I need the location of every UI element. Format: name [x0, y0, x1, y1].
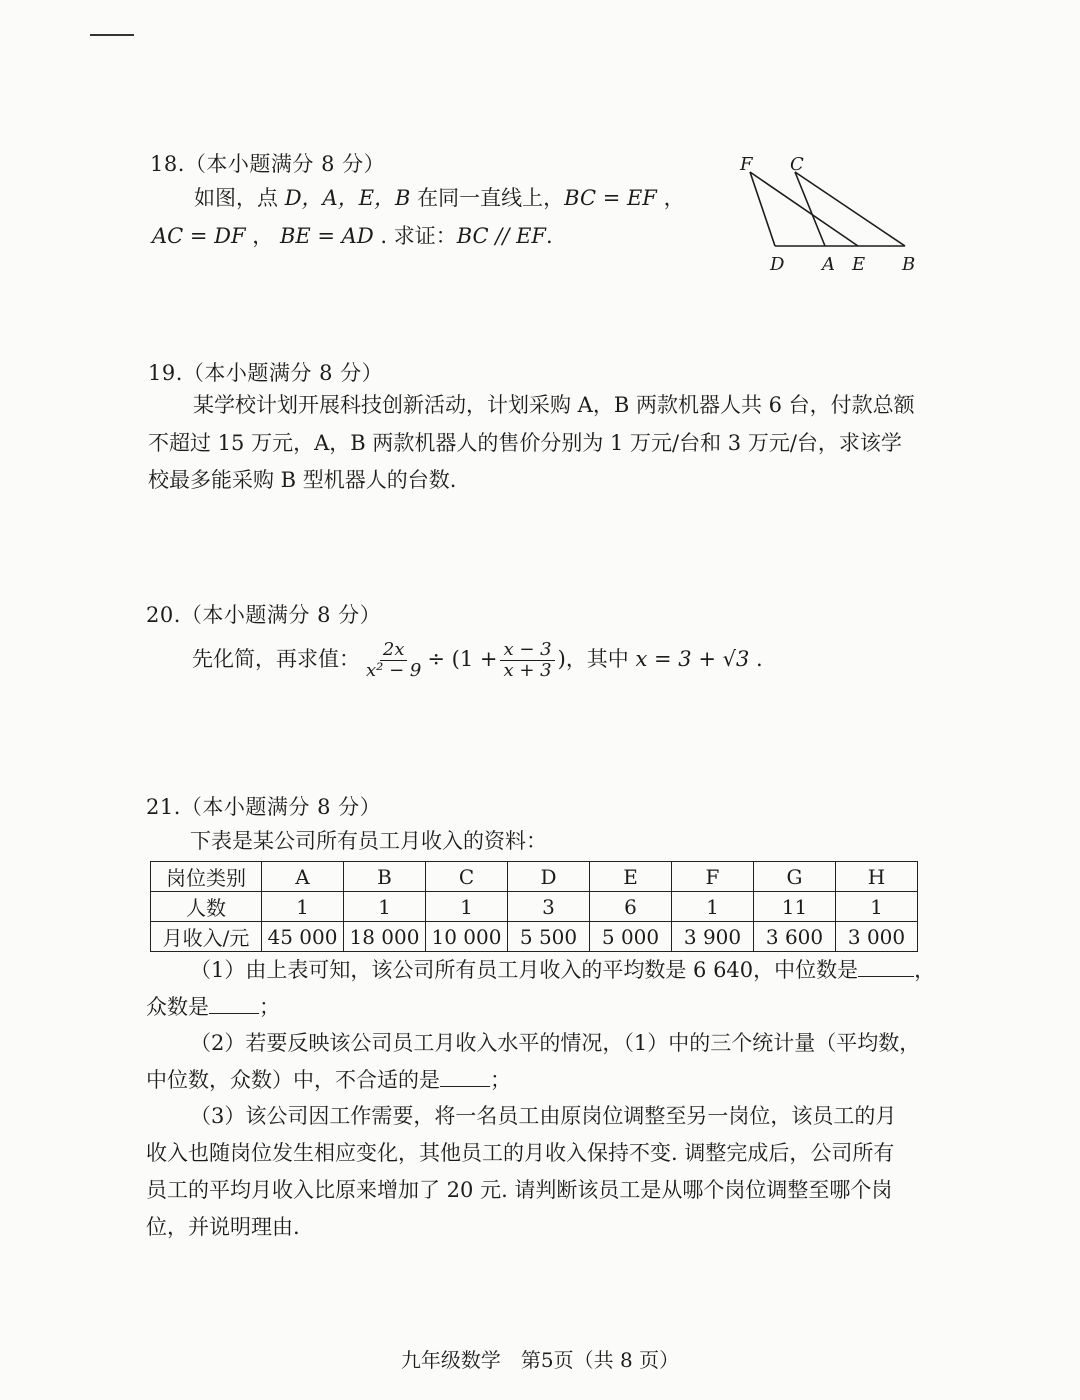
q20-operator: ÷ (1 +	[427, 647, 498, 671]
table-cell: C	[426, 862, 508, 892]
table-cell: 5 000	[590, 922, 672, 952]
row-header: 人数	[151, 892, 262, 922]
point-label-c: C	[790, 154, 804, 175]
q20-close-paren: )	[557, 647, 566, 671]
segment-ca	[795, 172, 825, 246]
q18-geometry-figure	[730, 150, 950, 280]
q18-equation: BC // EF	[456, 224, 546, 248]
table-cell: 10 000	[426, 922, 508, 952]
table-cell: 1	[262, 892, 344, 922]
q21-intro: 下表是某公司所有员工月收入的资料：	[190, 829, 547, 853]
q21-heading: 21.（本小题满分 8 分）	[146, 795, 382, 819]
q21-part1-line2	[146, 988, 280, 1026]
segment-fe	[750, 172, 858, 246]
table-cell: 3	[508, 892, 590, 922]
q21-part1-line1	[190, 951, 935, 989]
q21-part3-line1: （3）该公司因工作需要，将一名员工由原岗位调整至另一岗位，该员工的月	[190, 1104, 897, 1128]
table-cell: 1	[344, 892, 426, 922]
header-rule	[90, 34, 134, 36]
point-label-d: D	[770, 254, 785, 275]
q18-line1	[194, 179, 685, 217]
page-footer: 九年级数学 第5页（共 8 页）	[400, 1348, 680, 1372]
point-label-a: A	[822, 254, 835, 275]
income-table	[150, 861, 918, 952]
q18-text: .	[546, 224, 553, 248]
q21-part3-line2: 收入也随岗位发生相应变化，其他员工的月收入保持不变. 调整完成后，公司所有	[146, 1141, 895, 1165]
table-cell: 1	[426, 892, 508, 922]
answer-blank-mode[interactable]	[209, 991, 259, 1014]
table-cell: 18 000	[344, 922, 426, 952]
q19-line2: 不超过 15 万元，A，B 两款机器人的售价分别为 1 万元/台和 3 万元/台，求该学	[148, 431, 902, 455]
q21-part1-text: ；	[259, 995, 280, 1019]
q21-part1-text: （1）由上表可知，该公司所有员工月收入的平均数是 6 640，中位数是	[190, 958, 859, 982]
table-cell: F	[672, 862, 754, 892]
q21-part3-line3: 员工的平均月收入比原来增加了 20 元. 请判断该员工是从哪个岗位调整至哪个岗	[146, 1178, 893, 1202]
q20-prefix: 先化简，再求值：	[192, 647, 360, 671]
segment-cb	[795, 172, 905, 246]
table-cell: G	[754, 862, 836, 892]
row-header: 月收入/元	[151, 922, 262, 952]
table-cell: 3 900	[672, 922, 754, 952]
point-label-b: B	[902, 254, 916, 275]
q18-heading: 18.（本小题满分 8 分）	[150, 152, 386, 176]
table-cell: B	[344, 862, 426, 892]
table-cell: H	[836, 862, 918, 892]
q18-text: ，	[245, 224, 280, 248]
table-cell: 6	[590, 892, 672, 922]
table-cell: 3 000	[836, 922, 918, 952]
answer-blank-median[interactable]	[858, 954, 914, 977]
answer-blank-unsuitable[interactable]	[440, 1064, 490, 1087]
q21-part2-line2	[146, 1061, 511, 1099]
q20-condition: x = 3 + √3	[635, 647, 750, 671]
q21-part2-line1: （2）若要反映该公司员工月收入水平的情况，（1）中的三个统计量（平均数，	[190, 1031, 921, 1055]
q18-text: 在同一直线上，	[410, 186, 565, 210]
q18-equation: BC = EF	[564, 186, 657, 210]
table-cell: 11	[754, 892, 836, 922]
table-row	[151, 922, 918, 952]
q19-line3: 校最多能采购 B 型机器人的台数.	[148, 468, 457, 492]
q21-part1-text: ，	[914, 958, 936, 982]
q20-fraction-2	[500, 640, 554, 681]
table-cell: 45 000	[262, 922, 344, 952]
table-cell: 1	[672, 892, 754, 922]
q20-fraction-1-numerator: 2x	[380, 640, 408, 661]
point-label-f: F	[740, 154, 753, 175]
q18-text: ，	[656, 186, 685, 210]
q18-equation: AC = DF	[152, 224, 246, 248]
q21-part1-text: 众数是	[146, 995, 209, 1019]
q20-fraction-1	[363, 640, 424, 681]
q18-line2	[152, 217, 553, 255]
q18-equation: BE = AD	[279, 224, 374, 248]
q18-points: D，A，E，B	[284, 186, 411, 210]
q20-heading: 20.（本小题满分 8 分）	[146, 603, 382, 627]
q20-fraction-2-denominator: x + 3	[503, 660, 552, 681]
q18-text: . 求证：	[373, 224, 457, 248]
table-cell: 1	[836, 892, 918, 922]
point-label-e: E	[852, 254, 866, 275]
q20-fraction-1-denominator: x² − 9	[366, 660, 422, 681]
table-cell: 3 600	[754, 922, 836, 952]
q20-fraction-2-numerator: x − 3	[500, 640, 554, 661]
table-row	[151, 862, 918, 892]
q20-expression	[192, 636, 763, 682]
table-row	[151, 892, 918, 922]
segment-fd	[750, 172, 775, 246]
q19-line1: 某学校计划开展科技创新活动，计划采购 A，B 两款机器人共 6 台，付款总额	[193, 393, 915, 417]
table-cell: A	[262, 862, 344, 892]
q21-part2-text: ；	[490, 1068, 511, 1092]
table-cell: E	[590, 862, 672, 892]
row-header: 岗位类别	[151, 862, 262, 892]
q20-end: .	[749, 647, 763, 671]
q19-heading: 19.（本小题满分 8 分）	[148, 361, 384, 385]
q21-part2-text: 中位数，众数）中，不合适的是	[146, 1068, 440, 1092]
q18-text: 如图，点	[194, 186, 285, 210]
table-cell: 5 500	[508, 922, 590, 952]
q20-suffix: ，其中	[565, 647, 636, 671]
q21-part3-line4: 位，并说明理由.	[146, 1215, 300, 1239]
table-cell: D	[508, 862, 590, 892]
